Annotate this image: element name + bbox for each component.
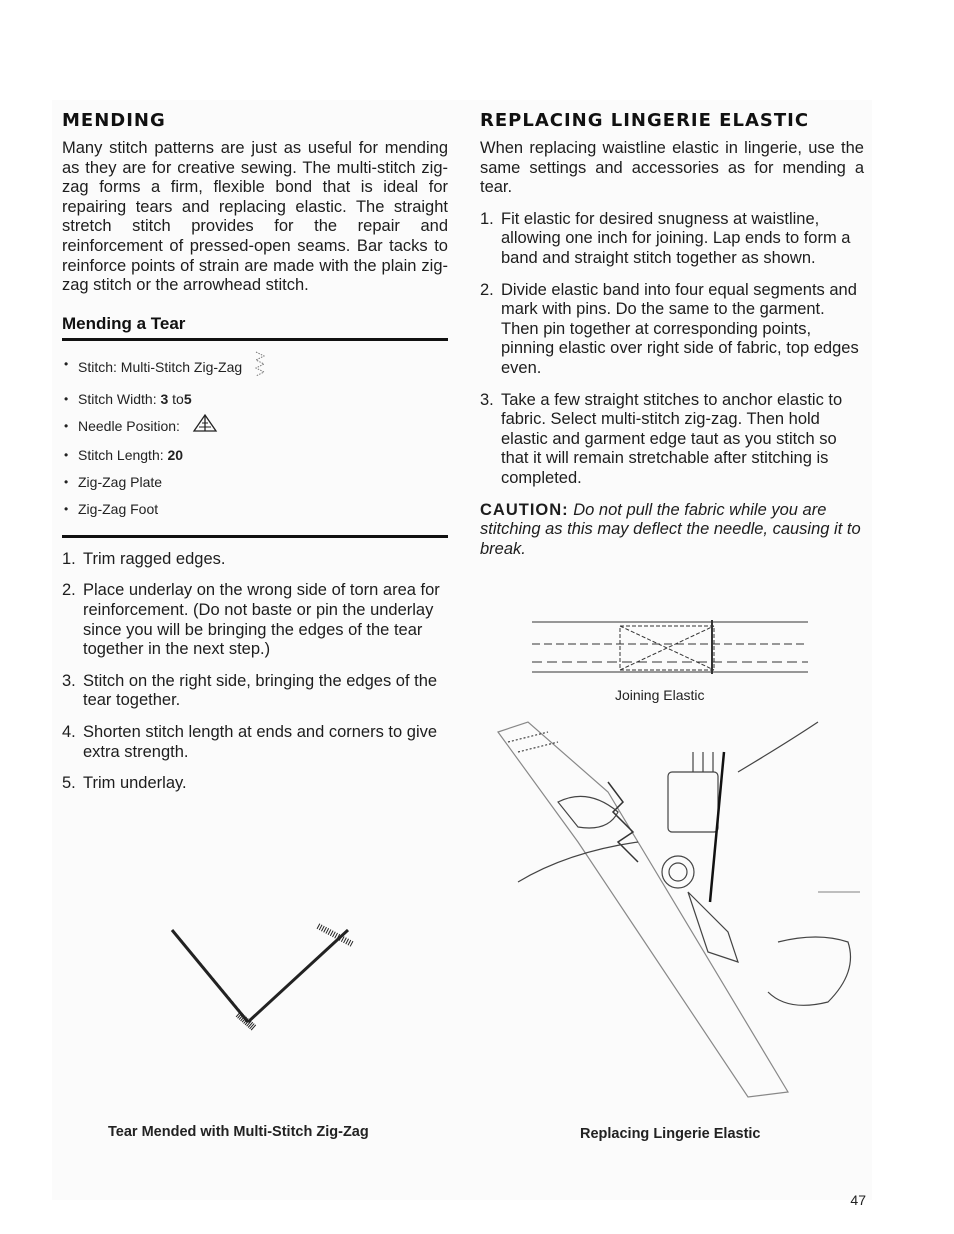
step-number: 1. xyxy=(62,549,76,568)
step-item xyxy=(62,581,448,659)
setting-stitch: • Stitch: Multi-Stitch Zig-Zag xyxy=(62,351,448,386)
setting-width: • Stitch Width: 3 to5 xyxy=(62,386,448,413)
step-text: Trim underlay. xyxy=(83,774,187,793)
step-item xyxy=(62,723,448,762)
caution-text: Do not pull the fabric while you are stitching as this may deflect the needle, causing it to break. xyxy=(480,500,861,558)
caution-note xyxy=(480,501,864,560)
step-text: Fit elastic for desired snugness at waistline, allowing one inch for joining. Lap ends to form a band and straight stitch together as shown. xyxy=(501,209,851,267)
replacing-elastic-steps xyxy=(480,210,864,489)
mending-a-tear-subheading: Mending a Tear xyxy=(62,314,448,341)
step-item xyxy=(480,281,864,379)
needle-position-icon xyxy=(192,413,218,442)
step-item xyxy=(480,210,864,269)
tear-mended-illustration xyxy=(168,922,358,1037)
mending-heading: MENDING xyxy=(62,110,166,131)
step-text: Shorten stitch length at ends and corners to give extra strength. xyxy=(83,722,438,761)
right-column xyxy=(480,110,864,559)
step-item xyxy=(480,391,864,489)
left-column xyxy=(62,110,448,806)
step-number: 1. xyxy=(480,209,494,228)
step-number: 5. xyxy=(62,774,76,793)
replacing-elastic-intro: When replacing waistline elastic in lingerie, use the same settings and accessories as for mending a tear. xyxy=(480,139,864,197)
replacing-elastic-heading: REPLACING LINGERIE ELASTIC xyxy=(480,110,810,131)
setting-foot: • Zig-Zag Foot xyxy=(62,496,448,523)
joining-elastic-caption: Joining Elastic xyxy=(615,687,705,703)
step-number: 2. xyxy=(62,581,76,600)
tear-mended-caption: Tear Mended with Multi-Stitch Zig-Zag xyxy=(108,1124,369,1140)
step-text: Trim ragged edges. xyxy=(83,549,226,568)
setting-length: • Stitch Length: 20 xyxy=(62,442,448,469)
step-text: Place underlay on the wrong side of torn area for reinforcement. (Do not baste or pin the underlay since you will be bringing the edges of the tear together in the next step.) xyxy=(83,581,440,659)
step-item xyxy=(62,550,448,570)
step-text: Take a few straight stitches to anchor elastic to fabric. Select multi-stitch zig-zag. Then hold elastic and garment edge taut as you stitch so that it will remain stretchable after stitching is completed. xyxy=(501,390,843,487)
mending-steps xyxy=(62,550,448,794)
step-number: 3. xyxy=(480,390,494,409)
step-number: 2. xyxy=(480,280,494,299)
sewing-machine-illustration xyxy=(488,712,860,1107)
page-number: 47 xyxy=(850,1192,866,1208)
caution-label: CAUTION: xyxy=(480,500,569,519)
step-text: Stitch on the right side, bringing the edges of the tear together. xyxy=(83,671,438,710)
mending-intro: Many stitch patterns are just as useful for mending as they are for creative sewing. The multi-stitch zig-zag forms a firm, flexible bond that is ideal for repairing tears and replacing elastic. The straight stretch stitch provides for the repair and reinforcement of pressed-open seams. Bar tacks to reinforce points of strain are made with the plain zig-zag stitch or the arrowhead stitch. xyxy=(62,139,448,295)
setting-plate: • Zig-Zag Plate xyxy=(62,469,448,496)
step-number: 3. xyxy=(62,671,76,690)
step-text: Divide elastic band into four equal segments and mark with pins. Do the same to the garment. Then pin together at corresponding points, pinning elastic over right side of fabric, top edges even. xyxy=(501,280,859,377)
settings-list xyxy=(62,351,448,538)
step-item xyxy=(62,672,448,711)
multi-stitch-zigzag-icon xyxy=(254,351,266,386)
joining-elastic-diagram xyxy=(532,616,810,683)
step-item xyxy=(62,774,448,794)
step-number: 4. xyxy=(62,722,76,741)
setting-needle: • Needle Position: xyxy=(62,413,448,442)
replacing-elastic-caption: Replacing Lingerie Elastic xyxy=(580,1126,761,1142)
